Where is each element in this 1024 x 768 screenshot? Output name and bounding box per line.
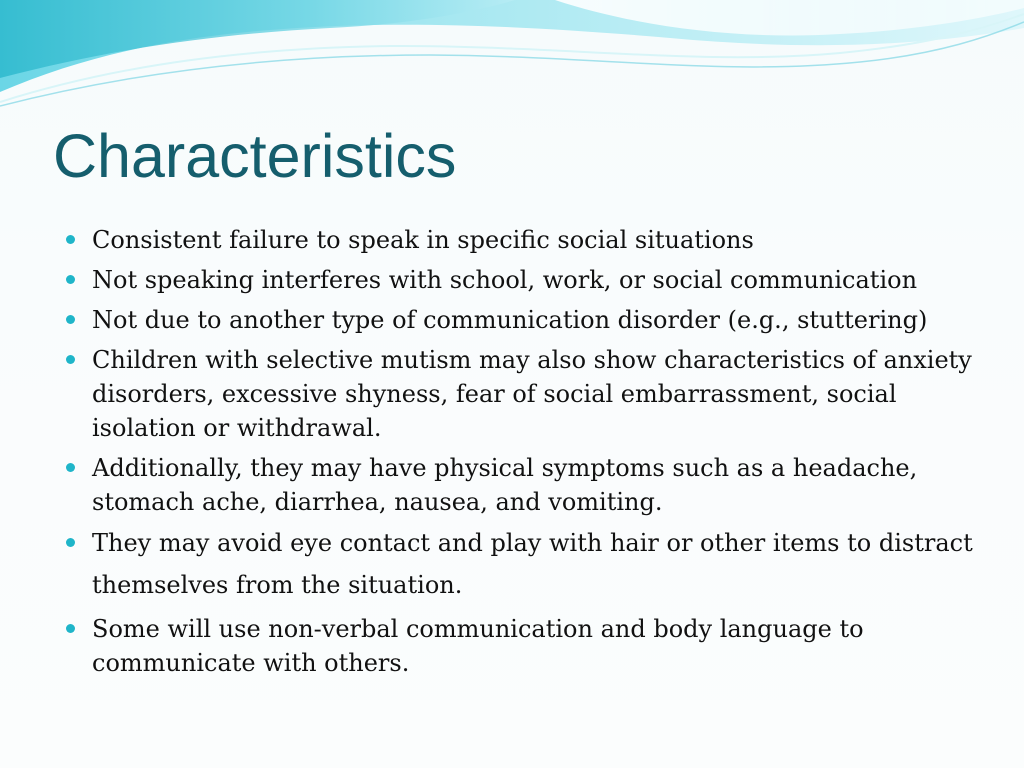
bullet-marker-6 <box>66 538 75 547</box>
bullet-marker-5 <box>66 463 75 472</box>
bullet-text-6: They may avoid eye contact and play with hair or other items to distract themselves from the situation. <box>92 529 973 599</box>
bullet-item-2 <box>63 263 983 297</box>
bullet-marker-2 <box>66 275 75 284</box>
bullet-marker-4 <box>66 355 75 364</box>
decorative-wave <box>0 0 1024 140</box>
bullet-text-2: Not speaking interferes with school, work, or social communication <box>92 266 918 294</box>
slide-title: Characteristics <box>53 122 457 190</box>
bullet-text-3: Not due to another type of communication disorder (e.g., stuttering) <box>92 306 928 334</box>
bullet-marker-3 <box>66 315 75 324</box>
bullet-item-6 <box>63 522 983 606</box>
bullet-item-1 <box>63 223 983 257</box>
bullet-text-7: Some will use non-verbal communication and body language to communicate with others. <box>92 615 864 677</box>
bullet-item-5 <box>63 451 983 519</box>
bullet-marker-7 <box>66 624 75 633</box>
bullet-text-4: Children with selective mutism may also show characteristics of anxiety disorders, excessive shyness, fear of social embarrassment, social isolation or withdrawal. <box>92 346 972 442</box>
bullet-item-7 <box>63 612 983 680</box>
bullet-text-1: Consistent failure to speak in specific social situations <box>92 226 754 254</box>
bullet-marker-1 <box>66 235 75 244</box>
bullet-item-3 <box>63 303 983 337</box>
bullet-text-5: Additionally, they may have physical symptoms such as a headache, stomach ache, diarrhea, nausea, and vomiting. <box>92 454 918 516</box>
bullet-item-4 <box>63 343 983 445</box>
bullet-list <box>63 223 983 686</box>
